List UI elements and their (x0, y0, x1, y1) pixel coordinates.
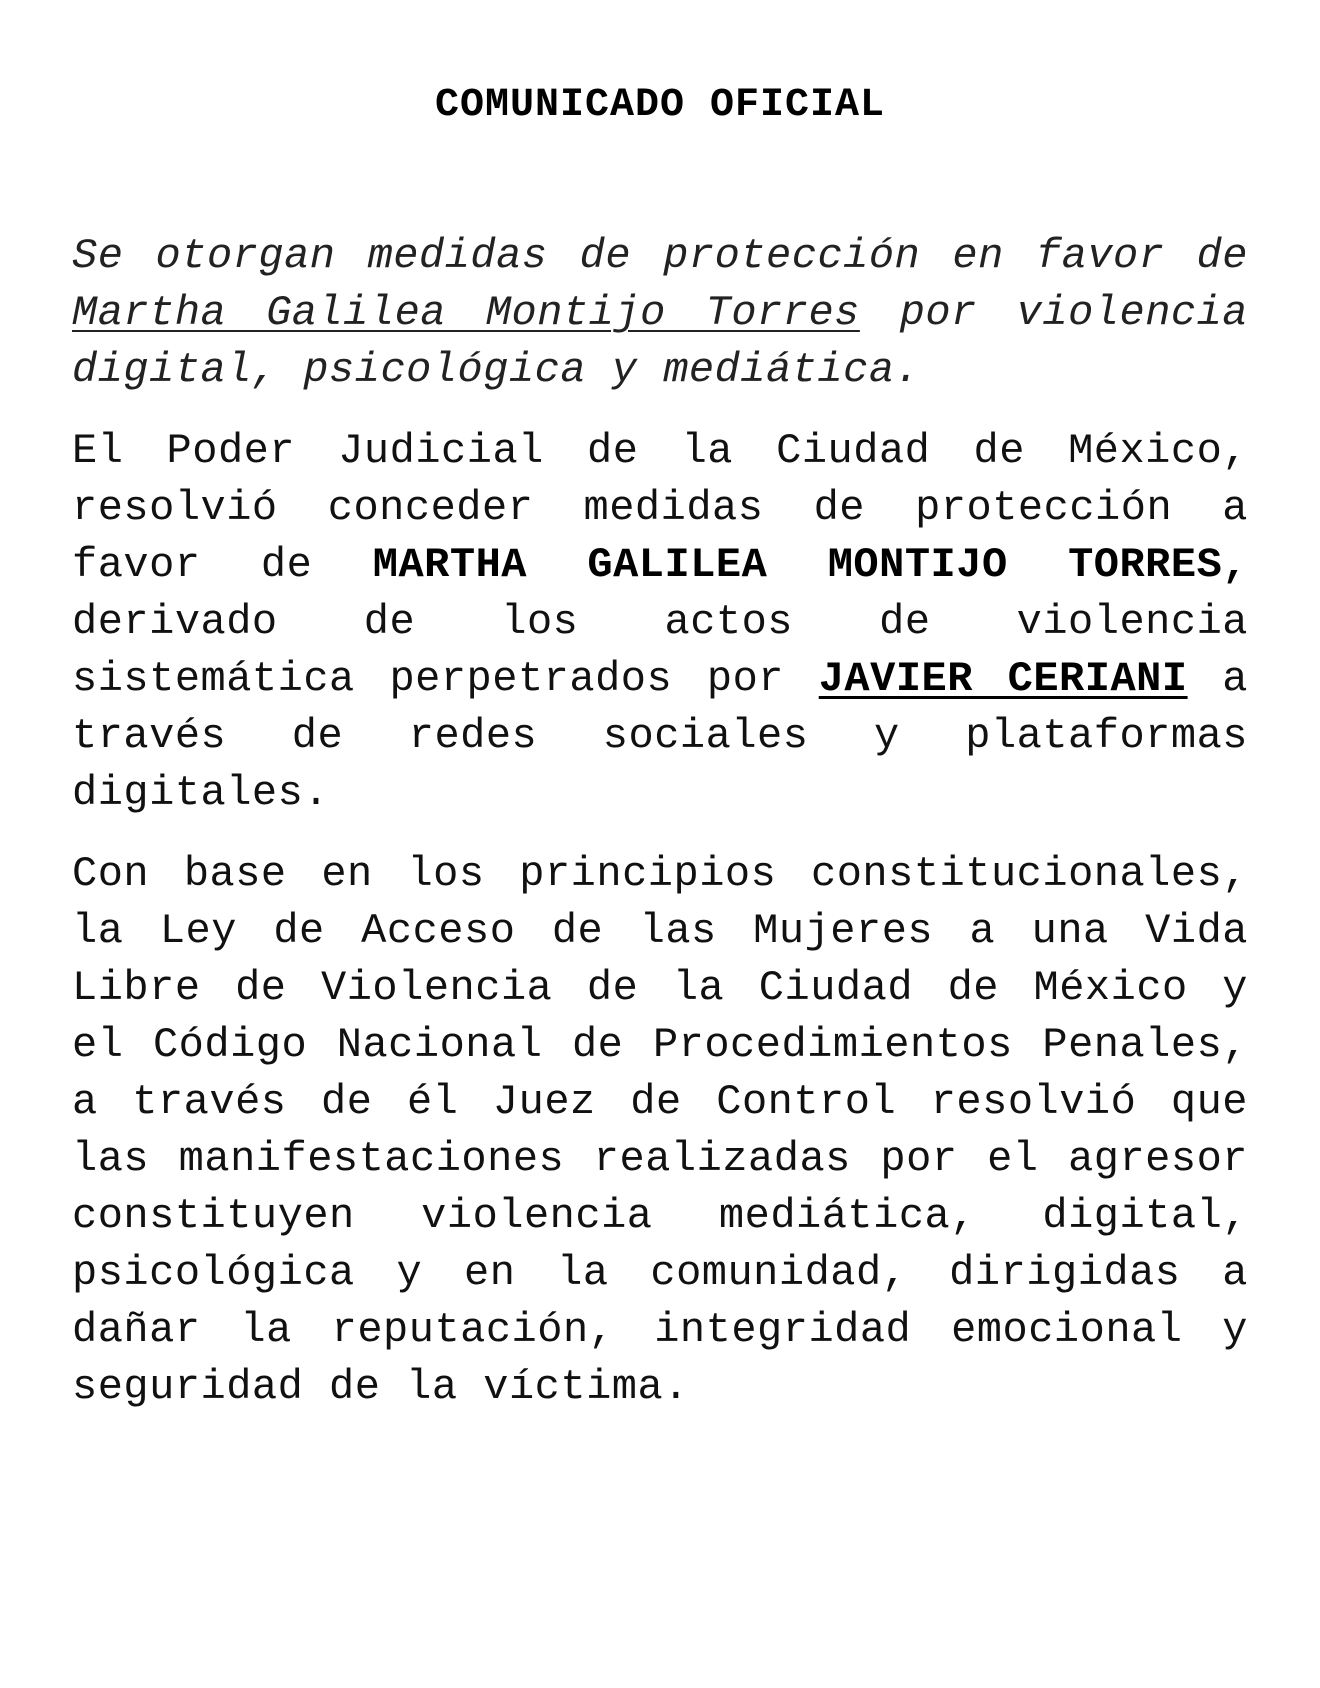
legal-basis-paragraph: Con base en los principios constitucionales, la Ley de Acceso de las Mujeres a una Vida Libre de Violencia de la Ciudad de México y el Código Nacional de Procedimientos Penales, a través de él Juez de Control resolvió que las manifestaciones realizadas por el agresor constituyen violencia mediática, digital, psicológica y en la comunidad, dirigidas a dañar la reputación, integridad emocional y seguridad de la víctima. (72, 850, 1248, 1411)
lead-paragraph (72, 228, 1248, 399)
ruling-text-part2: derivado de los actos de violencia sistemática perpetrados por (72, 598, 1248, 703)
ruling-text-part3: a través de redes sociales y plataformas digitales. (72, 655, 1248, 817)
victim-name: MARTHA GALILEA MONTIJO TORRES, (372, 541, 1248, 589)
aggressor-name: JAVIER CERIANI (818, 655, 1188, 703)
ruling-text-part1: El Poder Judicial de la Ciudad de México, resolvió conceder medidas de protección a favor de (72, 427, 1248, 589)
ruling-paragraph (72, 423, 1248, 822)
document-title: COMUNICADO OFICIAL (434, 83, 886, 128)
lead-underlined-name: Martha Galilea Montijo Torres (72, 289, 860, 337)
lead-text-part1: Se otorgan medidas de protección en favor de (72, 232, 1248, 280)
document-body (72, 228, 1248, 1440)
lead-text-part2: por violencia digital, psicológica y mediática. (72, 289, 1249, 394)
